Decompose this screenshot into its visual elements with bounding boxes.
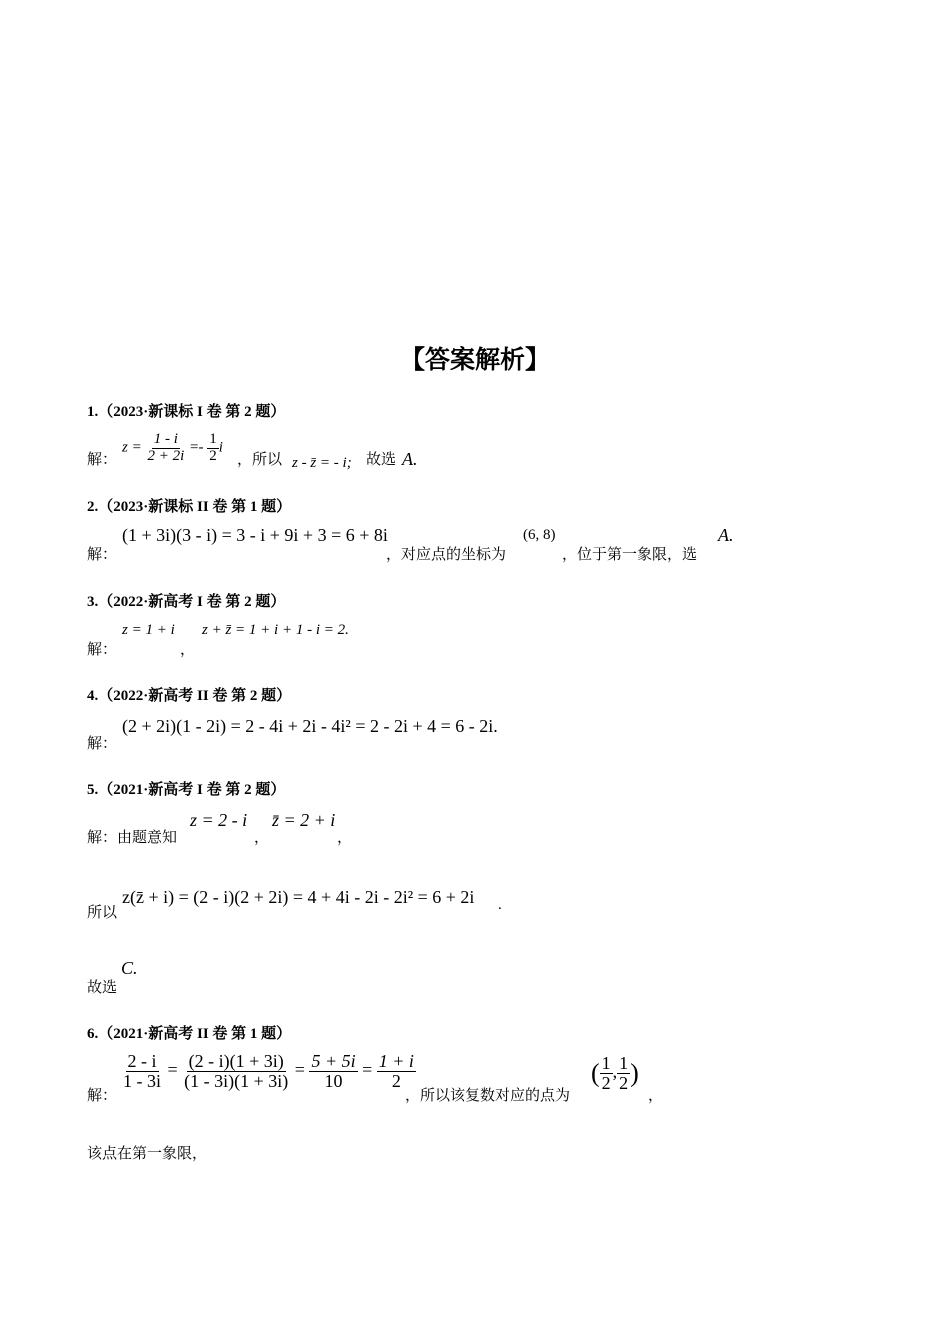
question-header-6: 6.（2021·新高考 II 卷 第 1 题） — [87, 1026, 292, 1042]
answer-formula-2: (1 + 3i)(3 - i) = 3 - i + 9i + 3 = 6 + 8i — [122, 525, 388, 545]
question-header-4: 4.（2022·新高考 II 卷 第 2 题） — [87, 688, 292, 704]
solve-label-3: 解： — [87, 640, 118, 658]
point-6: ( $\frac{1}{2}$ , $\frac{1}{2}$ ) — [591, 1053, 639, 1093]
question-header-2: 2.（2023·新课标 II 卷 第 1 题） — [87, 499, 292, 515]
text-coord-2: ，对应点的坐标为 — [386, 545, 507, 563]
page-title: 【答案解析】 — [399, 345, 550, 374]
comma-6: ， — [648, 1086, 664, 1104]
answer-formula-1: z = $\frac{1 - i}{2 + 2i}$ =- $\frac{1}{2}$ i — [122, 431, 223, 464]
text-so-1: ，所以 — [237, 450, 283, 468]
text-choose-5: 故选 — [87, 978, 118, 996]
answer-choice-5: C. — [121, 958, 138, 978]
answer-formula-3a: z = 1 + i — [122, 622, 175, 638]
text-quadrant-6: 该点在第一象限， — [87, 1144, 208, 1162]
answer-choice-2: A. — [718, 525, 734, 545]
answer-choice-1: A. — [402, 449, 418, 469]
question-header-3: 3.（2022·新高考 I 卷 第 2 题） — [87, 594, 286, 610]
answer-formula-4: (2 + 2i)(1 - 2i) = 2 - 4i + 2i - 4i² = 2 - 2i + 4 = 6 - 2i. — [122, 716, 498, 736]
point-2: (6, 8) — [523, 527, 556, 543]
answer-formula-5b: z̄ = 2 + i — [272, 810, 336, 830]
solve-label-4: 解： — [87, 734, 118, 752]
solve-label-6: 解： — [87, 1086, 118, 1104]
text-choose-1: 故选 — [366, 450, 397, 468]
text-point-6: ，所以该复数对应的点为 — [405, 1086, 571, 1104]
answer-formula-5c: z(z̄ + i) = (2 - i)(2 + 2i) = 4 + 4i - 2i - 2i² = 6 + 2i — [122, 887, 475, 907]
comma-3: ， — [180, 640, 196, 658]
answer-formula-5a: z = 2 - i — [190, 810, 248, 830]
period-5: . — [498, 897, 502, 913]
text-quadrant-2: ，位于第一象限，选 — [562, 545, 698, 563]
question-header-1: 1.（2023·新课标 I 卷 第 2 题） — [87, 404, 286, 420]
comma-5a: ， — [254, 828, 270, 846]
solve-label-2: 解： — [87, 545, 118, 563]
solve-label-5: 解：由题意知 — [87, 828, 178, 846]
solve-label-1: 解： — [87, 450, 118, 468]
text-so-5: 所以 — [87, 903, 118, 921]
question-header-5: 5.（2021·新高考 I 卷 第 2 题） — [87, 782, 286, 798]
answer-formula-3b: z + z̄ = 1 + i + 1 - i = 2. — [202, 622, 349, 638]
conj-formula-1: z - z̄ = - i; — [292, 455, 352, 471]
answer-formula-6: $\frac{2 - i}{1 - 3i}$ = $\frac{(2 - i)(1 + 3i)}{(1 - 3i)(1 + 3i)}$ = $\frac{5 + 5i}{10}$ = $\frac{1 + i}{2}$ — [123, 1051, 414, 1091]
comma-5b: ， — [337, 828, 353, 846]
